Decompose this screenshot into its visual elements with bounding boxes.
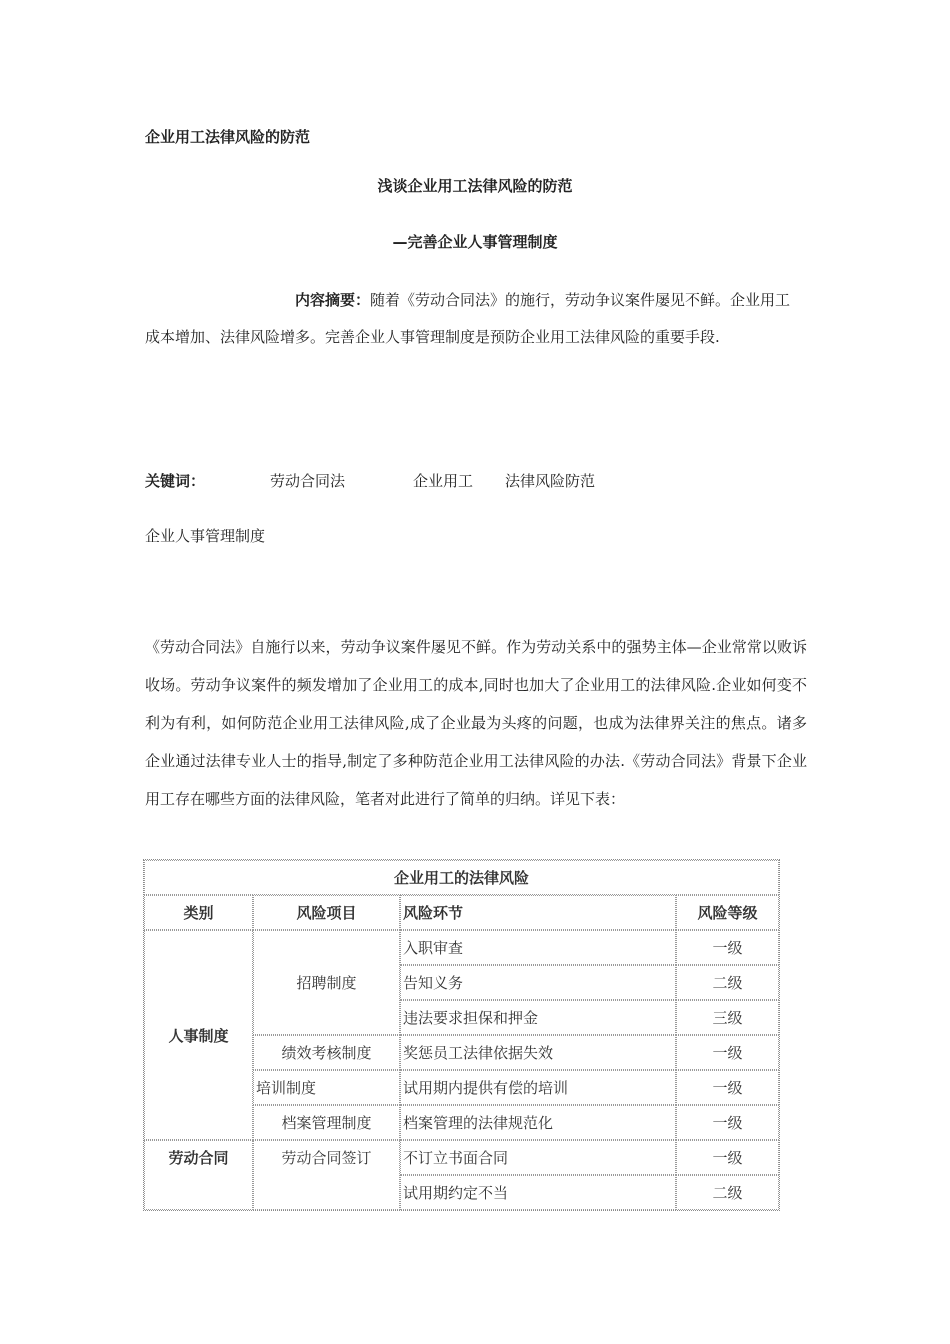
body-paragraph: 《劳动合同法》自施行以来，劳动争议案件屡见不鲜。作为劳动关系中的强势主体—企业常常以败诉收场。劳动争议案件的频发增加了企业用工的成本,同时也加大了企业用工的法律风险.企业如何变不利为有利，如何防范企业用工法律风险,成了企业最为头疼的问题，也成为法律界关注的焦点。诸多企业通过法律专业人士的指导,制定了多种防范企业用工法律风险的办法.《劳动合同法》背景下企业用工存在哪些方面的法律风险，笔者对此进行了简单的归纳。详见下表：: [145, 638, 807, 808]
risk-level: 一级: [676, 930, 779, 965]
subtitle-secondary: —完善企业人事管理制度: [392, 233, 558, 251]
table-row: [144, 930, 779, 965]
risk-level: 二级: [676, 1175, 779, 1210]
category-personnel: 人事制度: [144, 930, 253, 1140]
item-performance: 绩效考核制度: [253, 1035, 400, 1070]
subtitle: 浅谈企业用工法律风险的防范: [377, 177, 573, 195]
risk-link: 告知义务: [400, 965, 676, 1000]
abstract-label: 内容摘要：: [295, 291, 371, 309]
risk-link: 试用期约定不当: [400, 1175, 676, 1210]
risk-level: 一级: [676, 1105, 779, 1140]
keyword-3: 法律风险防范: [505, 472, 596, 490]
table-title: 企业用工的法律风险: [144, 860, 779, 895]
keyword-1: 劳动合同法: [270, 472, 346, 490]
risk-level: 一级: [676, 1035, 779, 1070]
keyword-4: 企业人事管理制度: [145, 527, 266, 545]
item-recruitment: 招聘制度: [253, 930, 400, 1035]
document-title: 企业用工法律风险的防范: [145, 128, 311, 146]
item-contract-signing: 劳动合同签订: [253, 1140, 400, 1210]
keywords-label: 关键词：: [145, 472, 206, 490]
risk-link: 不订立书面合同: [400, 1140, 676, 1175]
risk-link: 奖惩员工法律依据失效: [400, 1035, 676, 1070]
header-item: 风险项目: [253, 895, 400, 930]
risk-link: 违法要求担保和押金: [400, 1000, 676, 1035]
risk-level: 一级: [676, 1070, 779, 1105]
risk-link: 档案管理的法律规范化: [400, 1105, 676, 1140]
item-archive: 档案管理制度: [253, 1105, 400, 1140]
item-training: 培训制度: [253, 1070, 400, 1105]
table-row: [144, 1140, 779, 1175]
risk-level: 三级: [676, 1000, 779, 1035]
risk-table: [143, 859, 780, 1211]
keyword-2: 企业用工: [413, 472, 474, 490]
header-category: 类别: [144, 895, 253, 930]
risk-link: 入职审查: [400, 930, 676, 965]
category-contract: 劳动合同: [144, 1140, 253, 1210]
risk-level: 一级: [676, 1140, 779, 1175]
abstract-text: 随着《劳动合同法》的施行，劳动争议案件屡见不鲜。企业用工成本增加、法律风险增多。完善企业人事管理制度是预防企业用工法律风险的重要手段.: [145, 291, 791, 346]
header-link: 风险环节: [400, 895, 676, 930]
risk-link: 试用期内提供有偿的培训: [400, 1070, 676, 1105]
abstract: [145, 282, 805, 356]
risk-level: 二级: [676, 965, 779, 1000]
header-level: 风险等级: [676, 895, 779, 930]
